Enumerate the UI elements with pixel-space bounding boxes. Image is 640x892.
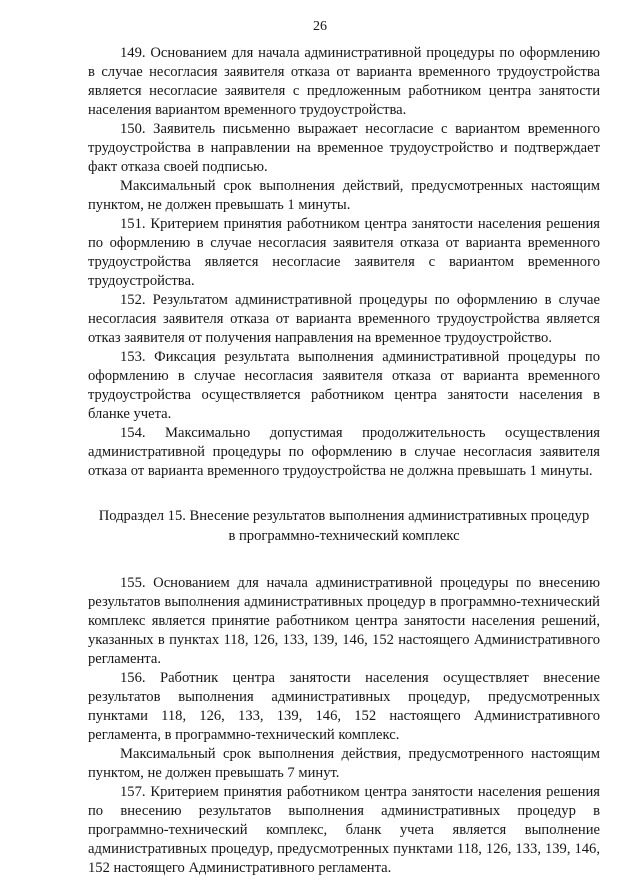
subsection-heading — [88, 506, 600, 546]
paragraph-150-max-time: Максимальный срок выполнения действий, предусмотренных настоящим пунктом, не должен превышать 1 минуты. — [88, 178, 600, 213]
paragraph-157: 157. Критерием принятия работником центра занятости населения решения по внесению результатов выполнения административных процедур в программно-технический комплекс, бланк учета является выполнение административных процедур, предусмотренных пунктами 118, 126, 133, 139, 146, 152 настоящего Административного регламента. — [88, 784, 600, 876]
paragraph-155: 155. Основанием для начала административной процедуры по внесению результатов выполнения административных процедур в программно-технический комплекс является принятие работником центра занятости населения решений, указанных в пунктах 118, 126, 133, 139, 146, 152 настоящего Административного регламента. — [88, 575, 600, 667]
paragraph-150: 150. Заявитель письменно выражает несогласие с вариантом временного трудоустройства в направлении на временное трудоустройство и подтверждает факт отказа своей подписью. — [88, 121, 600, 175]
paragraph-156-max-time: Максимальный срок выполнения действия, предусмотренного настоящим пунктом, не должен превышать 7 минут. — [88, 746, 600, 781]
paragraph-154: 154. Максимально допустимая продолжительность осуществления административной процедуры по оформлению в случае несогласия заявителя отказа от варианта временного трудоустройства не должна превышать 1 минуты. — [88, 425, 600, 479]
subsection-heading-line2: в программно-технический комплекс — [228, 528, 460, 544]
document-body — [88, 44, 600, 878]
paragraph-151: 151. Критерием принятия работником центра занятости населения решения по оформлению в случае несогласия заявителя отказа от варианта временного трудоустройства является несогласие заявителя с вариантом временного трудоустройства. — [88, 216, 600, 289]
paragraph-152: 152. Результатом административной процедуры по оформлению в случае несогласия заявителя отказа от варианта временного трудоустройства является отказ заявителя от получения направления на временное трудоустройство. — [88, 292, 600, 346]
paragraph-149: 149. Основанием для начала административной процедуры по оформлению в случае несогласия заявителя отказа от варианта временного трудоустройства является несогласие заявителя с предложенным работником центра занятости населения вариантом временного трудоустройства. — [88, 45, 600, 118]
page-number: 26 — [313, 19, 327, 34]
paragraph-153: 153. Фиксация результата выполнения административной процедуры по оформлению в случае несогласия заявителя отказа от варианта временного трудоустройства осуществляется работником центра занятости населения в бланке учета. — [88, 349, 600, 422]
paragraph-156: 156. Работник центра занятости населения осуществляет внесение результатов выполнения административных процедур, предусмотренных пунктами 118, 126, 133, 139, 146, 152 настоящего Административного регламента, в программно-технический комплекс. — [88, 670, 600, 743]
subsection-heading-line1: Подраздел 15. Внесение результатов выполнения административных процедур — [98, 508, 590, 524]
